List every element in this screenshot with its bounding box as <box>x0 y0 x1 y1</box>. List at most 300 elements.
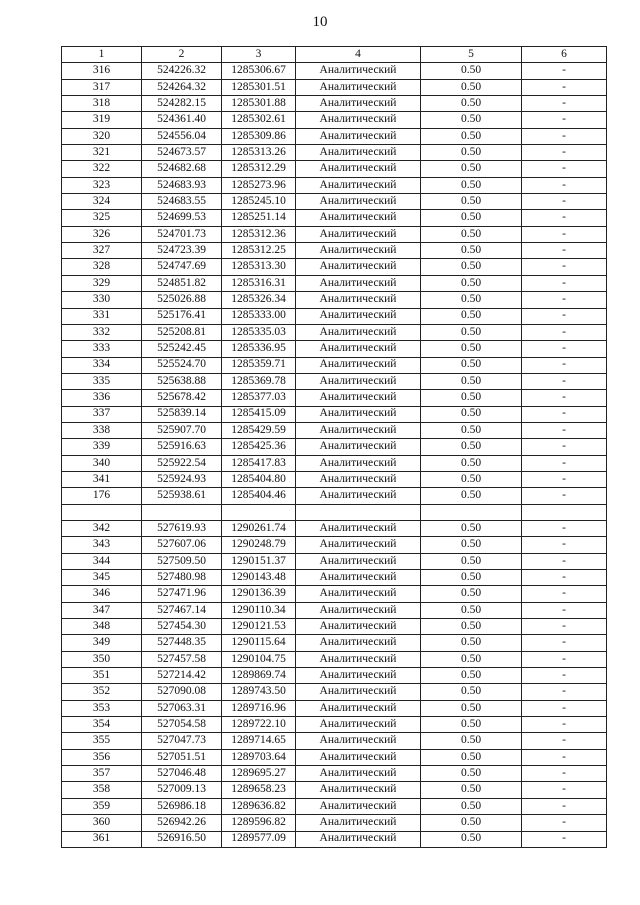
table-row <box>62 733 607 749</box>
y-coordinate-cell: 1285417.83 <box>222 455 296 471</box>
method-cell: Аналитический <box>296 275 421 291</box>
precision-cell: 0.50 <box>421 161 522 177</box>
x-coordinate-cell: 525907.70 <box>142 422 222 438</box>
x-coordinate-cell: 527051.51 <box>142 749 222 765</box>
table-header-row <box>62 47 607 63</box>
method-cell: Аналитический <box>296 635 421 651</box>
precision-cell: 0.50 <box>421 520 522 536</box>
x-coordinate-cell: 524673.57 <box>142 145 222 161</box>
point-number-cell: 358 <box>62 782 142 798</box>
y-coordinate-cell: 1290104.75 <box>222 651 296 667</box>
precision-cell: 0.50 <box>421 390 522 406</box>
table-row <box>62 275 607 291</box>
point-number-cell: 338 <box>62 422 142 438</box>
precision-cell: 0.50 <box>421 749 522 765</box>
point-number-cell: 337 <box>62 406 142 422</box>
x-coordinate-cell: 527090.08 <box>142 684 222 700</box>
precision-cell: 0.50 <box>421 357 522 373</box>
x-coordinate-cell: 524282.15 <box>142 96 222 112</box>
point-number-cell: 325 <box>62 210 142 226</box>
empty-cell <box>296 504 421 520</box>
note-cell: - <box>522 226 607 242</box>
table-row <box>62 243 607 259</box>
table-row <box>62 455 607 471</box>
point-number-cell: 332 <box>62 324 142 340</box>
note-cell: - <box>522 488 607 504</box>
point-number-cell: 176 <box>62 488 142 504</box>
point-number-cell: 355 <box>62 733 142 749</box>
precision-cell: 0.50 <box>421 798 522 814</box>
y-coordinate-cell: 1285251.14 <box>222 210 296 226</box>
x-coordinate-cell: 525938.61 <box>142 488 222 504</box>
header-cell: 2 <box>142 47 222 63</box>
note-cell: - <box>522 684 607 700</box>
method-cell: Аналитический <box>296 292 421 308</box>
page-number: 10 <box>312 14 328 30</box>
table-row <box>62 586 607 602</box>
x-coordinate-cell: 525638.88 <box>142 373 222 389</box>
precision-cell: 0.50 <box>421 570 522 586</box>
precision-cell: 0.50 <box>421 635 522 651</box>
method-cell: Аналитический <box>296 831 421 847</box>
method-cell: Аналитический <box>296 79 421 95</box>
method-cell: Аналитический <box>296 766 421 782</box>
table-row <box>62 161 607 177</box>
y-coordinate-cell: 1285301.88 <box>222 96 296 112</box>
precision-cell: 0.50 <box>421 128 522 144</box>
note-cell: - <box>522 63 607 79</box>
method-cell: Аналитический <box>296 161 421 177</box>
header-cell: 3 <box>222 47 296 63</box>
point-number-cell: 343 <box>62 537 142 553</box>
point-number-cell: 344 <box>62 553 142 569</box>
method-cell: Аналитический <box>296 324 421 340</box>
point-number-cell: 334 <box>62 357 142 373</box>
note-cell: - <box>522 520 607 536</box>
table-row <box>62 602 607 618</box>
x-coordinate-cell: 525176.41 <box>142 308 222 324</box>
point-number-cell: 320 <box>62 128 142 144</box>
table-row <box>62 782 607 798</box>
point-number-cell: 340 <box>62 455 142 471</box>
method-cell: Аналитический <box>296 422 421 438</box>
y-coordinate-cell: 1289577.09 <box>222 831 296 847</box>
y-coordinate-cell: 1285301.51 <box>222 79 296 95</box>
precision-cell: 0.50 <box>421 194 522 210</box>
table-row <box>62 553 607 569</box>
point-number-cell: 357 <box>62 766 142 782</box>
point-number-cell: 347 <box>62 602 142 618</box>
table-row <box>62 537 607 553</box>
note-cell: - <box>522 733 607 749</box>
precision-cell: 0.50 <box>421 210 522 226</box>
x-coordinate-cell: 524683.55 <box>142 194 222 210</box>
precision-cell: 0.50 <box>421 455 522 471</box>
precision-cell: 0.50 <box>421 717 522 733</box>
y-coordinate-cell: 1289703.64 <box>222 749 296 765</box>
note-cell: - <box>522 422 607 438</box>
method-cell: Аналитический <box>296 553 421 569</box>
method-cell: Аналитический <box>296 112 421 128</box>
point-number-cell: 346 <box>62 586 142 602</box>
note-cell: - <box>522 668 607 684</box>
point-number-cell: 322 <box>62 161 142 177</box>
note-cell: - <box>522 194 607 210</box>
x-coordinate-cell: 525922.54 <box>142 455 222 471</box>
table-row <box>62 63 607 79</box>
method-cell: Аналитический <box>296 717 421 733</box>
x-coordinate-cell: 527009.13 <box>142 782 222 798</box>
empty-cell <box>62 504 142 520</box>
table-row <box>62 226 607 242</box>
precision-cell: 0.50 <box>421 145 522 161</box>
y-coordinate-cell: 1290143.48 <box>222 570 296 586</box>
x-coordinate-cell: 525678.42 <box>142 390 222 406</box>
precision-cell: 0.50 <box>421 488 522 504</box>
table-row <box>62 651 607 667</box>
point-number-cell: 323 <box>62 177 142 193</box>
precision-cell: 0.50 <box>421 177 522 193</box>
note-cell: - <box>522 815 607 831</box>
y-coordinate-cell: 1285404.80 <box>222 471 296 487</box>
note-cell: - <box>522 570 607 586</box>
x-coordinate-cell: 524682.68 <box>142 161 222 177</box>
note-cell: - <box>522 324 607 340</box>
point-number-cell: 330 <box>62 292 142 308</box>
x-coordinate-cell: 527063.31 <box>142 700 222 716</box>
x-coordinate-cell: 527054.58 <box>142 717 222 733</box>
method-cell: Аналитический <box>296 520 421 536</box>
point-number-cell: 331 <box>62 308 142 324</box>
y-coordinate-cell: 1290136.39 <box>222 586 296 602</box>
x-coordinate-cell: 527607.06 <box>142 537 222 553</box>
coordinates-table <box>61 46 607 848</box>
point-number-cell: 326 <box>62 226 142 242</box>
table-row <box>62 341 607 357</box>
x-coordinate-cell: 524226.32 <box>142 63 222 79</box>
y-coordinate-cell: 1285336.95 <box>222 341 296 357</box>
note-cell: - <box>522 243 607 259</box>
y-coordinate-cell: 1285312.25 <box>222 243 296 259</box>
table-row <box>62 177 607 193</box>
note-cell: - <box>522 782 607 798</box>
y-coordinate-cell: 1290261.74 <box>222 520 296 536</box>
x-coordinate-cell: 525026.88 <box>142 292 222 308</box>
x-coordinate-cell: 527047.73 <box>142 733 222 749</box>
table-row <box>62 308 607 324</box>
method-cell: Аналитический <box>296 96 421 112</box>
point-number-cell: 342 <box>62 520 142 536</box>
table-row <box>62 292 607 308</box>
note-cell: - <box>522 586 607 602</box>
x-coordinate-cell: 524556.04 <box>142 128 222 144</box>
note-cell: - <box>522 406 607 422</box>
method-cell: Аналитический <box>296 145 421 161</box>
table-row <box>62 422 607 438</box>
y-coordinate-cell: 1289695.27 <box>222 766 296 782</box>
precision-cell: 0.50 <box>421 651 522 667</box>
table-row <box>62 684 607 700</box>
x-coordinate-cell: 525242.45 <box>142 341 222 357</box>
precision-cell: 0.50 <box>421 308 522 324</box>
table-row <box>62 668 607 684</box>
method-cell: Аналитический <box>296 226 421 242</box>
y-coordinate-cell: 1285425.36 <box>222 439 296 455</box>
note-cell: - <box>522 292 607 308</box>
x-coordinate-cell: 525924.93 <box>142 471 222 487</box>
point-number-cell: 319 <box>62 112 142 128</box>
table-row <box>62 798 607 814</box>
table-row <box>62 488 607 504</box>
note-cell: - <box>522 275 607 291</box>
table-row <box>62 357 607 373</box>
precision-cell: 0.50 <box>421 341 522 357</box>
x-coordinate-cell: 524699.53 <box>142 210 222 226</box>
table-row <box>62 145 607 161</box>
note-cell: - <box>522 177 607 193</box>
x-coordinate-cell: 525524.70 <box>142 357 222 373</box>
method-cell: Аналитический <box>296 194 421 210</box>
method-cell: Аналитический <box>296 488 421 504</box>
point-number-cell: 333 <box>62 341 142 357</box>
y-coordinate-cell: 1285415.09 <box>222 406 296 422</box>
precision-cell: 0.50 <box>421 815 522 831</box>
y-coordinate-cell: 1290115.64 <box>222 635 296 651</box>
y-coordinate-cell: 1285309.86 <box>222 128 296 144</box>
method-cell: Аналитический <box>296 210 421 226</box>
method-cell: Аналитический <box>296 308 421 324</box>
table-row <box>62 373 607 389</box>
x-coordinate-cell: 524747.69 <box>142 259 222 275</box>
precision-cell: 0.50 <box>421 439 522 455</box>
note-cell: - <box>522 798 607 814</box>
table-row <box>62 570 607 586</box>
point-number-cell: 335 <box>62 373 142 389</box>
x-coordinate-cell: 527457.58 <box>142 651 222 667</box>
precision-cell: 0.50 <box>421 96 522 112</box>
note-cell: - <box>522 96 607 112</box>
precision-cell: 0.50 <box>421 373 522 389</box>
note-cell: - <box>522 455 607 471</box>
precision-cell: 0.50 <box>421 553 522 569</box>
x-coordinate-cell: 527471.96 <box>142 586 222 602</box>
method-cell: Аналитический <box>296 619 421 635</box>
note-cell: - <box>522 651 607 667</box>
x-coordinate-cell: 524361.40 <box>142 112 222 128</box>
table-row <box>62 259 607 275</box>
method-cell: Аналитический <box>296 815 421 831</box>
note-cell: - <box>522 439 607 455</box>
point-number-cell: 329 <box>62 275 142 291</box>
y-coordinate-cell: 1285326.34 <box>222 292 296 308</box>
method-cell: Аналитический <box>296 128 421 144</box>
point-number-cell: 356 <box>62 749 142 765</box>
table-row <box>62 439 607 455</box>
x-coordinate-cell: 524683.93 <box>142 177 222 193</box>
method-cell: Аналитический <box>296 749 421 765</box>
method-cell: Аналитический <box>296 177 421 193</box>
table-row <box>62 749 607 765</box>
method-cell: Аналитический <box>296 406 421 422</box>
table-row <box>62 717 607 733</box>
note-cell: - <box>522 717 607 733</box>
method-cell: Аналитический <box>296 586 421 602</box>
precision-cell: 0.50 <box>421 668 522 684</box>
method-cell: Аналитический <box>296 602 421 618</box>
table-row <box>62 471 607 487</box>
empty-cell <box>421 504 522 520</box>
precision-cell: 0.50 <box>421 243 522 259</box>
precision-cell: 0.50 <box>421 586 522 602</box>
header-cell: 6 <box>522 47 607 63</box>
point-number-cell: 328 <box>62 259 142 275</box>
point-number-cell: 341 <box>62 471 142 487</box>
point-number-cell: 352 <box>62 684 142 700</box>
y-coordinate-cell: 1285312.29 <box>222 161 296 177</box>
table-row <box>62 766 607 782</box>
x-coordinate-cell: 527448.35 <box>142 635 222 651</box>
y-coordinate-cell: 1285313.30 <box>222 259 296 275</box>
point-number-cell: 321 <box>62 145 142 161</box>
x-coordinate-cell: 525916.63 <box>142 439 222 455</box>
table-row <box>62 700 607 716</box>
y-coordinate-cell: 1290121.53 <box>222 619 296 635</box>
precision-cell: 0.50 <box>421 406 522 422</box>
y-coordinate-cell: 1289714.65 <box>222 733 296 749</box>
x-coordinate-cell: 525839.14 <box>142 406 222 422</box>
empty-cell <box>142 504 222 520</box>
precision-cell: 0.50 <box>421 63 522 79</box>
x-coordinate-cell: 527214.42 <box>142 668 222 684</box>
note-cell: - <box>522 145 607 161</box>
point-number-cell: 361 <box>62 831 142 847</box>
precision-cell: 0.50 <box>421 684 522 700</box>
note-cell: - <box>522 390 607 406</box>
x-coordinate-cell: 525208.81 <box>142 324 222 340</box>
y-coordinate-cell: 1289596.82 <box>222 815 296 831</box>
note-cell: - <box>522 210 607 226</box>
point-number-cell: 316 <box>62 63 142 79</box>
x-coordinate-cell: 526942.26 <box>142 815 222 831</box>
y-coordinate-cell: 1289636.82 <box>222 798 296 814</box>
x-coordinate-cell: 524851.82 <box>142 275 222 291</box>
table-row <box>62 128 607 144</box>
method-cell: Аналитический <box>296 668 421 684</box>
method-cell: Аналитический <box>296 782 421 798</box>
table-row <box>62 96 607 112</box>
y-coordinate-cell: 1285404.46 <box>222 488 296 504</box>
table-row <box>62 406 607 422</box>
point-number-cell: 336 <box>62 390 142 406</box>
y-coordinate-cell: 1289869.74 <box>222 668 296 684</box>
table-row <box>62 390 607 406</box>
point-number-cell: 317 <box>62 79 142 95</box>
y-coordinate-cell: 1289743.50 <box>222 684 296 700</box>
point-number-cell: 350 <box>62 651 142 667</box>
y-coordinate-cell: 1285302.61 <box>222 112 296 128</box>
method-cell: Аналитический <box>296 700 421 716</box>
note-cell: - <box>522 357 607 373</box>
y-coordinate-cell: 1285273.96 <box>222 177 296 193</box>
method-cell: Аналитический <box>296 341 421 357</box>
method-cell: Аналитический <box>296 243 421 259</box>
x-coordinate-cell: 527619.93 <box>142 520 222 536</box>
method-cell: Аналитический <box>296 471 421 487</box>
note-cell: - <box>522 700 607 716</box>
y-coordinate-cell: 1285377.03 <box>222 390 296 406</box>
y-coordinate-cell: 1290110.34 <box>222 602 296 618</box>
x-coordinate-cell: 527480.98 <box>142 570 222 586</box>
precision-cell: 0.50 <box>421 324 522 340</box>
table-row <box>62 210 607 226</box>
x-coordinate-cell: 527454.30 <box>142 619 222 635</box>
table-row <box>62 635 607 651</box>
y-coordinate-cell: 1285335.03 <box>222 324 296 340</box>
precision-cell: 0.50 <box>421 79 522 95</box>
x-coordinate-cell: 526986.18 <box>142 798 222 814</box>
y-coordinate-cell: 1285313.26 <box>222 145 296 161</box>
y-coordinate-cell: 1285369.78 <box>222 373 296 389</box>
precision-cell: 0.50 <box>421 602 522 618</box>
note-cell: - <box>522 749 607 765</box>
method-cell: Аналитический <box>296 357 421 373</box>
header-cell: 5 <box>421 47 522 63</box>
method-cell: Аналитический <box>296 537 421 553</box>
note-cell: - <box>522 471 607 487</box>
y-coordinate-cell: 1290151.37 <box>222 553 296 569</box>
method-cell: Аналитический <box>296 684 421 700</box>
point-number-cell: 351 <box>62 668 142 684</box>
table-row <box>62 831 607 847</box>
header-cell: 1 <box>62 47 142 63</box>
note-cell: - <box>522 635 607 651</box>
note-cell: - <box>522 831 607 847</box>
empty-cell <box>522 504 607 520</box>
method-cell: Аналитический <box>296 651 421 667</box>
method-cell: Аналитический <box>296 259 421 275</box>
method-cell: Аналитический <box>296 570 421 586</box>
point-number-cell: 354 <box>62 717 142 733</box>
note-cell: - <box>522 79 607 95</box>
x-coordinate-cell: 527467.14 <box>142 602 222 618</box>
y-coordinate-cell: 1289716.96 <box>222 700 296 716</box>
note-cell: - <box>522 766 607 782</box>
method-cell: Аналитический <box>296 390 421 406</box>
point-number-cell: 349 <box>62 635 142 651</box>
y-coordinate-cell: 1290248.79 <box>222 537 296 553</box>
note-cell: - <box>522 619 607 635</box>
point-number-cell: 348 <box>62 619 142 635</box>
empty-cell <box>222 504 296 520</box>
table-row <box>62 324 607 340</box>
note-cell: - <box>522 373 607 389</box>
precision-cell: 0.50 <box>421 275 522 291</box>
note-cell: - <box>522 553 607 569</box>
y-coordinate-cell: 1285359.71 <box>222 357 296 373</box>
x-coordinate-cell: 527509.50 <box>142 553 222 569</box>
table-row <box>62 79 607 95</box>
precision-cell: 0.50 <box>421 292 522 308</box>
precision-cell: 0.50 <box>421 700 522 716</box>
x-coordinate-cell: 524264.32 <box>142 79 222 95</box>
note-cell: - <box>522 161 607 177</box>
method-cell: Аналитический <box>296 439 421 455</box>
point-number-cell: 339 <box>62 439 142 455</box>
y-coordinate-cell: 1285306.67 <box>222 63 296 79</box>
x-coordinate-cell: 524701.73 <box>142 226 222 242</box>
precision-cell: 0.50 <box>421 259 522 275</box>
y-coordinate-cell: 1285429.59 <box>222 422 296 438</box>
